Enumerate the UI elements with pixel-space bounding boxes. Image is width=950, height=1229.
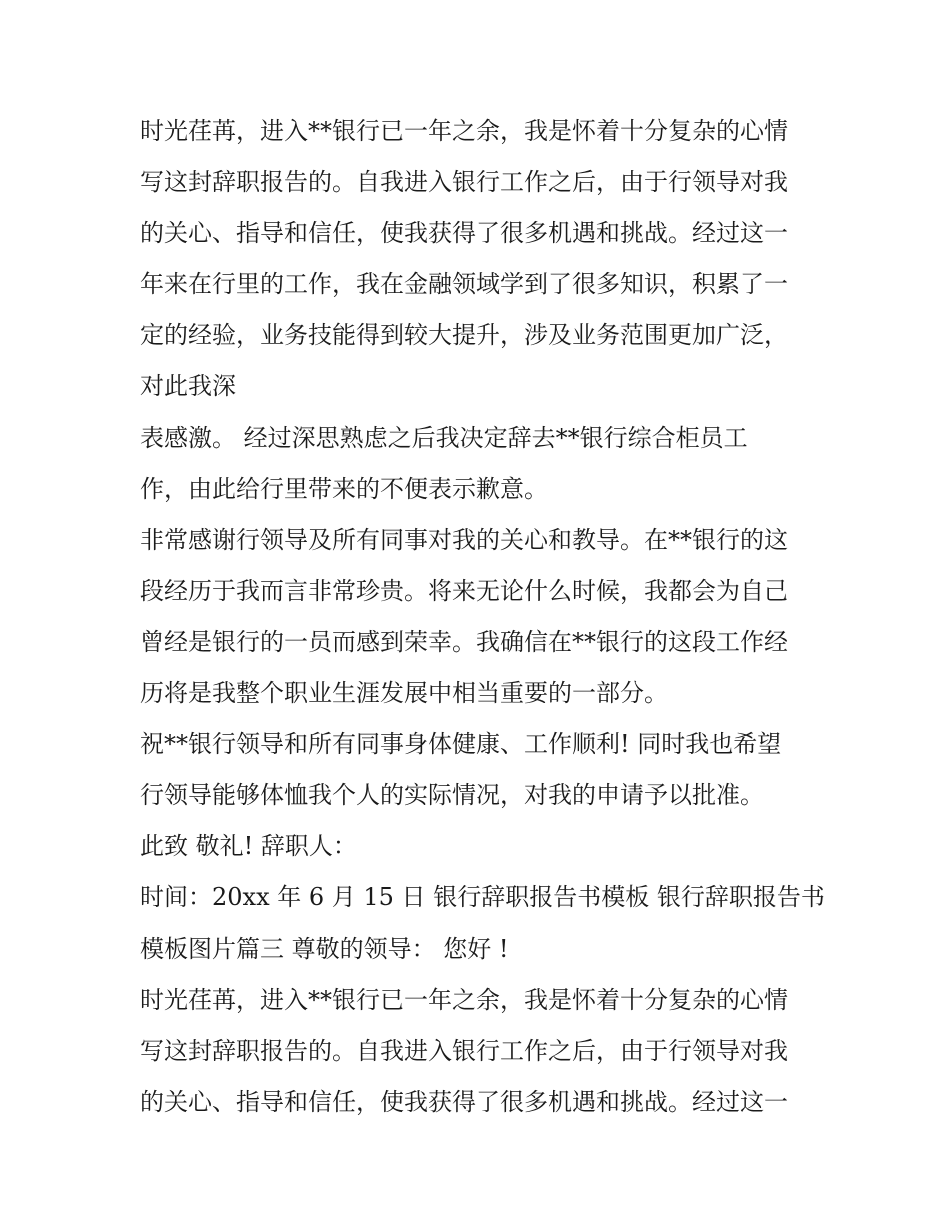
text-line: 作，由此给行里带来的不便表示歉意。 <box>140 474 548 503</box>
text-line: 此致 敬礼! 辞职人： <box>140 832 357 861</box>
text-line: 的关心、指导和信任，使我获得了很多机遇和挑战。经过这一 <box>140 219 788 248</box>
text-line: 写这封辞职报告的。自我进入银行工作之后，由于行领导对我 <box>140 168 788 197</box>
text-line: 非常感谢行领导及所有同事对我的关心和教导。在**银行的这 <box>140 525 788 554</box>
text-line: 定的经验，业务技能得到较大提升，涉及业务范围更加广泛， <box>140 321 788 350</box>
text-line: 年来在行里的工作，我在金融领域学到了很多知识，积累了一 <box>140 270 788 299</box>
text-line: 祝**银行领导和所有同事身体健康、工作顺利! 同时我也希望 <box>140 730 782 759</box>
text-line: 历将是我整个职业生涯发展中相当重要的一部分。 <box>140 679 668 708</box>
text-line: 曾经是银行的一员而感到荣幸。我确信在**银行的这段工作经 <box>140 627 788 656</box>
text-line: 模板图片篇三 尊敬的领导： 您好 ! <box>140 934 509 963</box>
text-line: 时间：20xx 年 6 月 15 日 银行辞职报告书模板 银行辞职报告书 <box>140 883 825 912</box>
text-line: 写这封辞职报告的。自我进入银行工作之后，由于行领导对我 <box>140 1036 788 1065</box>
text-line: 段经历于我而言非常珍贵。将来无论什么时候，我都会为自己 <box>140 576 788 605</box>
text-line: 表感激。 经过深思熟虑之后我决定辞去**银行综合柜员工 <box>140 423 748 452</box>
text-line: 对此我深 <box>140 372 236 401</box>
document-body <box>140 106 825 1128</box>
text-line: 时光荏苒，进入**银行已一年之余，我是怀着十分复杂的心情 <box>140 117 788 145</box>
text-line: 行领导能够体恤我个人的实际情况，对我的申请予以批准。 <box>140 781 764 810</box>
text-line: 的关心、指导和信任，使我获得了很多机遇和挑战。经过这一 <box>140 1087 788 1116</box>
text-line: 时光荏苒，进入**银行已一年之余，我是怀着十分复杂的心情 <box>140 985 788 1014</box>
